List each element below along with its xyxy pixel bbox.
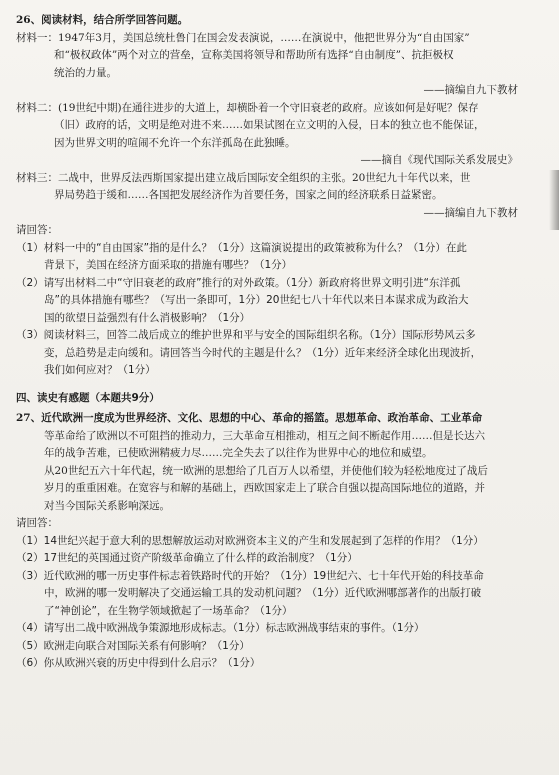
sub-question: （2）请写出材料二中“守旧衰老的政府”推行的对外政策。（1分）新政府将世界文明引进“东洋孤 bbox=[16, 276, 461, 289]
passage-line: 27、近代欧洲一度成为世界经济、文化、思想的中心、革命的摇篮。思想革命、政治革命、工业革命 bbox=[16, 412, 483, 424]
sub-question: 我们如何应对？（1分） bbox=[44, 364, 156, 376]
sub-question: 变，总趋势是走向缓和。请回答当今时代的主题是什么？（1分）近年来经济全球化出现波折， bbox=[44, 346, 482, 359]
material-3-line: 界局势趋于缓和……各国把发展经济作为首要任务，国家之间的经济联系日益紧密。 bbox=[54, 189, 443, 201]
sub-question: 国的欲望日益强烈有什么消极影响？（1分） bbox=[44, 311, 251, 324]
sub-question: （3）近代欧洲的哪一历史事件标志着铁路时代的开始？（1分）19世纪六、七十年代开始的科技革命 bbox=[16, 569, 484, 582]
material-3-source: ——摘编自九下教材 bbox=[423, 206, 518, 219]
material-1-line: 统治的力量。 bbox=[54, 66, 117, 79]
passage-line: 年的战争苦难，已使欧洲精疲力尽……完全失去了以往作为世界中心的地位和威望。 bbox=[44, 447, 433, 459]
question-26 bbox=[16, 12, 536, 380]
material-3-line: 材料三：二战中，世界反法西斯国家提出建立战后国际安全组织的主张。20世纪九十年代以来，世 bbox=[16, 171, 471, 184]
passage-line: 等革命给了欧洲以不可阻挡的推动力，三大革命互相推动，相互之间不断起作用……但是长达六 bbox=[44, 429, 485, 442]
sub-question: （4）请写出二战中欧洲战争策源地形成标志。（1分）标志欧洲战事结束的事件。（1分） bbox=[16, 622, 425, 634]
material-2-source: ——摘自《现代国际关系发展史》 bbox=[360, 154, 518, 166]
answer-prompt: 请回答： bbox=[16, 224, 58, 236]
sub-question: （1）14世纪兴起于意大利的思想解放运动对欧洲资本主义的产生和发展起到了怎样的作用？（1分） bbox=[16, 534, 484, 547]
material-2-line: 因为世界文明的喧闹不允许一个东洋孤岛在此独睡。 bbox=[54, 136, 296, 149]
question-27 bbox=[16, 410, 536, 673]
material-2-line: （旧）政府的话，文明是绝对进不来……如果试图在立文明的入侵，日本的独立也不能保证， bbox=[54, 119, 485, 131]
section-title: 四、读史有感题（本题共9分） bbox=[16, 392, 160, 404]
sub-question: 中，欧洲的哪一发明解决了交通运输工具的发动机问题？（1分）近代欧洲哪部著作的出版打破 bbox=[44, 587, 482, 599]
question-heading: 26、阅读材料，结合所学回答问题。 bbox=[16, 14, 189, 26]
sub-question: （1）材料一中的“自由国家”指的是什么？（1分）这篇演说提出的政策被称为什么？（1分）在此 bbox=[16, 241, 467, 254]
sub-question: 背景下，美国在经济方面采取的措施有哪些？（1分） bbox=[44, 259, 293, 271]
passage-line: 对当今国际关系影响深远。 bbox=[44, 499, 170, 512]
material-1-source: ——摘编自九下教材 bbox=[423, 84, 518, 96]
sub-question: （3）阅读材料三，回答二战后成立的维护世界和平与安全的国际组织名称。（1分）国际形势风云多 bbox=[16, 329, 476, 341]
sub-question: 岛”的具体措施有哪些？（写出一条即可，1分）20世纪七八十年代以来日本谋求成为政治大 bbox=[44, 294, 469, 306]
sub-question: （2）17世纪的英国通过资产阶级革命确立了什么样的政治制度？（1分） bbox=[16, 552, 358, 564]
sub-question: （6）你从欧洲兴衰的历史中得到什么启示？（1分） bbox=[16, 657, 261, 669]
passage-line: 岁月的重重困难。在宽容与和解的基础上，西欧国家走上了联合自强以提高国际地位的道路，并 bbox=[44, 482, 485, 494]
material-1-line: 材料一：1947年3月，美国总统杜鲁门在国会发表演说，……在演说中，他把世界分为“自由国家” bbox=[16, 31, 470, 44]
material-2-line: 材料二：(19世纪中期)在通往进步的大道上，却横卧着一个守旧衰老的政府。应该如何是好呢？保存 bbox=[16, 101, 479, 114]
sub-question: （5）欧洲走向联合对国际关系有何影响？（1分） bbox=[16, 639, 250, 652]
answer-prompt: 请回答： bbox=[16, 517, 58, 529]
passage-line: 从20世纪五六十年代起，统一欧洲的思想给了几百万人以希望，并使他们较为轻松地度过了战后 bbox=[44, 464, 488, 477]
section-4 bbox=[16, 390, 536, 408]
page-edge-shadow bbox=[549, 170, 559, 230]
material-1-line: 和“极权政体”两个对立的营垒，宣称美国将领导和帮助所有选择“自由制度”、抗拒极权 bbox=[54, 49, 454, 61]
sub-question: 了“神创论”，在生物学领域掀起了一场革命？（1分） bbox=[44, 604, 293, 617]
